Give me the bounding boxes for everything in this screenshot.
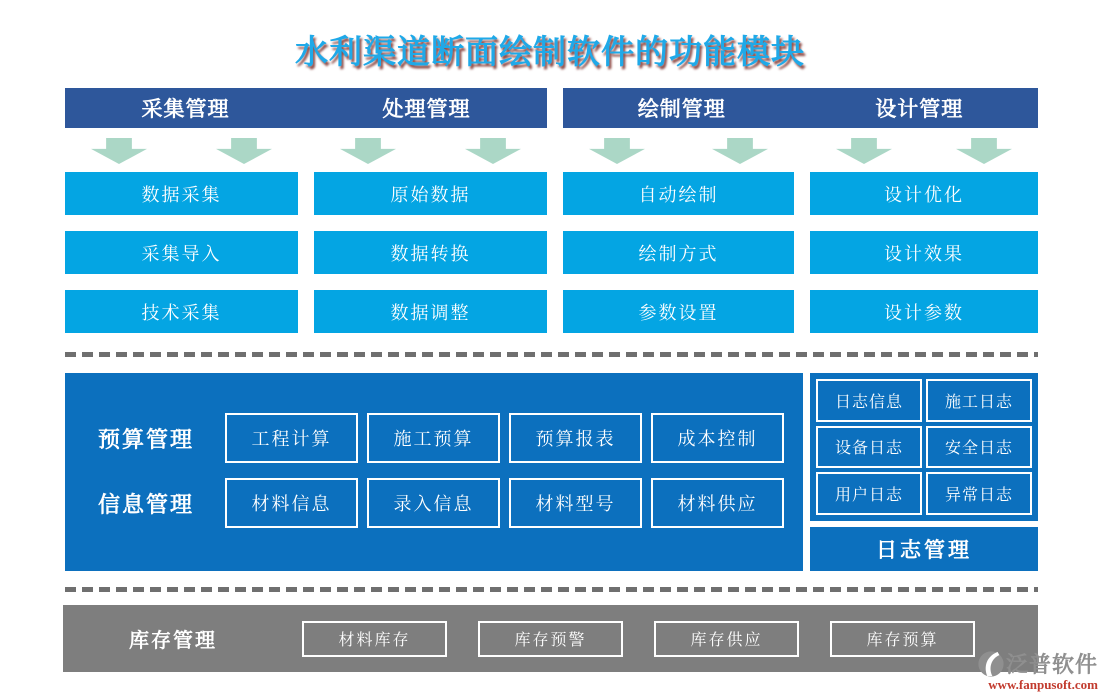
budget-row xyxy=(65,413,784,463)
module-box: 数据调整 xyxy=(314,290,547,333)
log-cell: 安全日志 xyxy=(926,426,1032,469)
row-label-info: 信息管理 xyxy=(98,491,195,517)
panel-box: 材料信息 xyxy=(225,478,358,528)
down-arrow-icon xyxy=(956,138,1012,164)
panel-box: 预算报表 xyxy=(509,413,642,463)
down-arrow-icon xyxy=(216,138,272,164)
arrow-row xyxy=(314,132,547,164)
inventory-bar xyxy=(63,605,1038,672)
log-cell: 日志信息 xyxy=(816,379,922,422)
module-box: 设计效果 xyxy=(810,231,1038,274)
down-arrow-icon xyxy=(836,138,892,164)
log-management-header: 日志管理 xyxy=(810,527,1038,571)
panel-box: 工程计算 xyxy=(225,413,358,463)
module-box: 数据转换 xyxy=(314,231,547,274)
module-box: 原始数据 xyxy=(314,172,547,215)
module-box: 自动绘制 xyxy=(563,172,794,215)
vendor-url-text: www.fanpusoft.com xyxy=(988,677,1098,692)
header-bar-right xyxy=(563,88,1038,128)
info-row xyxy=(65,478,784,528)
panel-box: 施工预算 xyxy=(367,413,500,463)
arrow-row xyxy=(810,132,1038,164)
panel-box: 成本控制 xyxy=(651,413,784,463)
inventory-box: 库存供应 xyxy=(654,621,799,657)
column-header-caiji: 采集管理 xyxy=(141,97,230,121)
down-arrow-icon xyxy=(589,138,645,164)
down-arrow-icon xyxy=(465,138,521,164)
inventory-buttons xyxy=(302,621,975,657)
fanpu-logo-icon xyxy=(977,650,1005,678)
vendor-brand-text: 泛普软件 xyxy=(1005,652,1098,677)
log-cell: 设备日志 xyxy=(816,426,922,469)
log-grid-panel xyxy=(810,373,1038,521)
module-box: 设计参数 xyxy=(810,290,1038,333)
module-box: 绘制方式 xyxy=(563,231,794,274)
inventory-box: 库存预警 xyxy=(478,621,623,657)
vendor-logo xyxy=(958,648,1098,693)
arrow-row xyxy=(563,132,794,164)
down-arrow-icon xyxy=(712,138,768,164)
module-box: 技术采集 xyxy=(65,290,298,333)
inventory-box: 材料库存 xyxy=(302,621,447,657)
column-sheji xyxy=(810,132,1038,333)
column-huizhi xyxy=(563,132,794,333)
panel-box: 材料供应 xyxy=(651,478,784,528)
budget-buttons xyxy=(225,413,784,463)
log-cell: 施工日志 xyxy=(926,379,1032,422)
dashed-divider xyxy=(65,587,1038,592)
dashed-divider xyxy=(65,352,1038,357)
inventory-label: 库存管理 xyxy=(129,630,217,652)
column-caiji xyxy=(65,132,298,333)
module-box: 参数设置 xyxy=(563,290,794,333)
column-chuli xyxy=(314,132,547,333)
budget-info-panel xyxy=(65,373,803,571)
page-title: 水利渠道断面绘制软件的功能模块 xyxy=(295,35,805,71)
log-cell: 用户日志 xyxy=(816,472,922,515)
arrow-row xyxy=(65,132,298,164)
panel-box: 录入信息 xyxy=(367,478,500,528)
module-box: 采集导入 xyxy=(65,231,298,274)
inventory-box: 库存预算 xyxy=(830,621,975,657)
row-label-budget: 预算管理 xyxy=(98,426,195,452)
info-buttons xyxy=(225,478,784,528)
module-box: 数据采集 xyxy=(65,172,298,215)
column-header-chuli: 处理管理 xyxy=(382,97,471,121)
panel-box: 材料型号 xyxy=(509,478,642,528)
down-arrow-icon xyxy=(91,138,147,164)
header-bar-left xyxy=(65,88,547,128)
module-box: 设计优化 xyxy=(810,172,1038,215)
column-header-huizhi: 绘制管理 xyxy=(637,97,726,121)
column-header-sheji: 设计管理 xyxy=(875,97,964,121)
log-cell: 异常日志 xyxy=(926,472,1032,515)
down-arrow-icon xyxy=(340,138,396,164)
